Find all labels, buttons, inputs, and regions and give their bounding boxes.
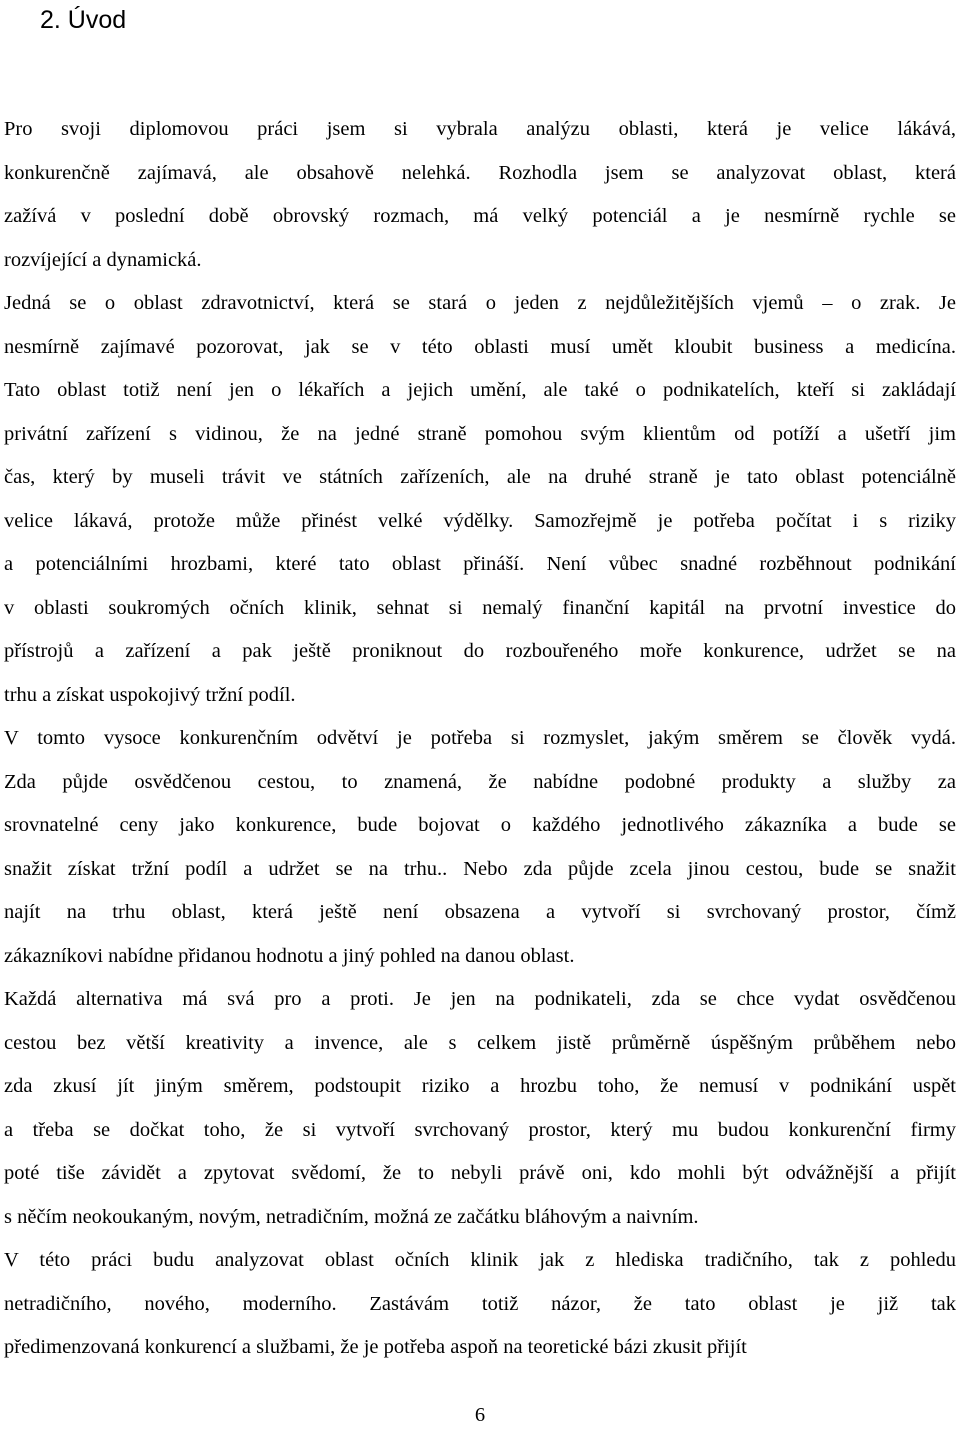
text-line: Pro svoji diplomovou práci jsem si vybrala analýzu oblasti, která je velice lákává, xyxy=(4,118,956,140)
text-line: privátní zařízení s vidinou, že na jedné straně pomohou svým klientům od potíží a ušetří jim xyxy=(4,422,956,445)
text-line: nesmírně zajímavé pozorovat, jak se v této oblasti musí umět kloubit business a medicína. xyxy=(4,335,956,358)
text-line: Zda půjde osvědčenou cestou, to znamená, že nabídne podobné produkty a služby za xyxy=(4,770,956,793)
text-line: Tato oblast totiž není jen o lékařích a jejich umění, ale také o podnikatelích, kteří si zakládají xyxy=(4,379,956,401)
text-line: V této práci budu analyzovat oblast očních klinik jak z hlediska tradičního, tak z pohledu xyxy=(4,1249,956,1271)
text-line: konkurenčně zajímavá, ale obsahově nelehká. Rozhodla jsem se analyzovat oblast, která xyxy=(4,161,956,184)
intro-paragraph xyxy=(4,108,956,282)
text-line: a potenciálními hrozbami, které tato oblast přináší. Není vůbec snadné rozběhnout podnikání xyxy=(4,553,956,575)
text-line: netradičního, nového, moderního. Zastávám totiž názor, že tato oblast je již tak xyxy=(4,1292,956,1315)
text-line: rozvíjející a dynamická. xyxy=(4,248,202,271)
text-line: předimenzovaná konkurencí a službami, že je potřeba aspoň na teoretické bázi zkusit přijít xyxy=(4,1336,747,1358)
text-line: srovnatelné ceny jako konkurence, bude bojovat o každého jednotlivého zákazníka a bude se xyxy=(4,814,956,836)
text-line: čas, který by museli trávit ve státních zařízeních, ale na druhé straně je tato oblast potenciálně xyxy=(4,466,956,488)
text-line: zažívá v poslední době obrovský rozmach, má velký potenciál a je nesmírně rychle se xyxy=(4,205,956,227)
text-line: zda zkusí jít jiným směrem, podstoupit riziko a hrozbu toho, že nemusí v podnikání uspět xyxy=(4,1075,956,1097)
body-text xyxy=(4,282,956,1370)
text-line: zákazníkovi nabídne přidanou hodnotu a jiný pohled na danou oblast. xyxy=(4,944,575,967)
section-heading: 2. Úvod xyxy=(40,6,127,34)
text-line: V tomto vysoce konkurenčním odvětví je potřeba si rozmyslet, jakým směrem se člověk vydá. xyxy=(4,727,956,749)
text-line: s něčím neokoukaným, novým, netradičním, možná ze začátku bláhovým a naivním. xyxy=(4,1205,699,1228)
text-line: přístrojů a zařízení a pak ještě proniknout do rozbouřeného moře konkurence, udržet se na xyxy=(4,640,956,662)
text-line: trhu a získat uspokojivý tržní podíl. xyxy=(4,683,296,706)
text-line: Jedná se o oblast zdravotnictví, která se stará o jeden z nejdůležitějších vjemů – o zrak. Je xyxy=(4,292,956,314)
text-line: velice lákavá, protože může přinést velké výdělky. Samozřejmě je potřeba počítat i s riziky xyxy=(4,509,956,532)
text-line: v oblasti soukromých očních klinik, sehnat si nemalý finanční kapitál na prvotní investice do xyxy=(4,596,956,619)
text-line: najít na trhu oblast, která ještě není obsazena a vytvoří si svrchovaný prostor, čímž xyxy=(4,901,956,923)
text-line: a třeba se dočkat toho, že si vytvoří svrchovaný prostor, který mu budou konkurenční firmy xyxy=(4,1118,956,1141)
text-line: Každá alternativa má svá pro a proti. Je jen na podnikateli, zda se chce vydat osvědčenou xyxy=(4,988,956,1010)
text-line: snažit získat tržní podíl a udržet se na trhu.. Nebo zda půjde zcela jinou cestou, bude se snažit xyxy=(4,857,956,880)
text-line: cestou bez větší kreativity a invence, ale s celkem jistě průměrně úspěšným průběhem nebo xyxy=(4,1031,956,1054)
page-number: 6 xyxy=(474,1404,486,1426)
text-line: poté tiše závidět a zpytovat svědomí, že to nebyli právě oni, kdo mohli být odvážnější a přijít xyxy=(4,1162,956,1184)
